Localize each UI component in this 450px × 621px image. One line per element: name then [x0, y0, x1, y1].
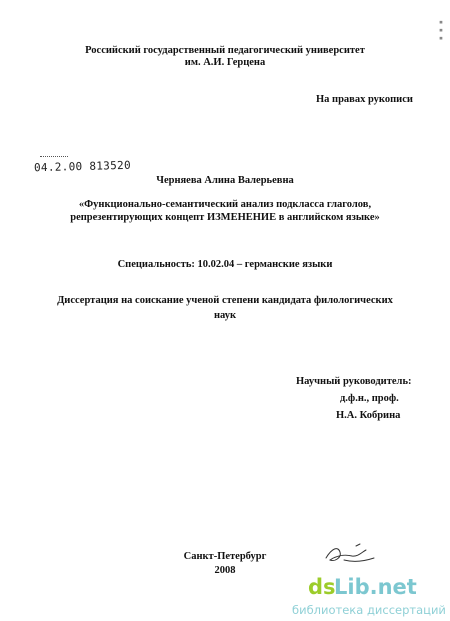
manuscript-rights-label: На правах рукописи	[316, 94, 413, 105]
archive-stamp: 04.2.00 813520	[33, 158, 132, 175]
supervisor-name: Н.А. Кобрина	[336, 410, 401, 421]
year: 2008	[214, 565, 236, 576]
supervisor-label: Научный руководитель:	[296, 376, 412, 387]
university-name-suffix: им. А.И. Герцена	[184, 57, 266, 68]
degree-line1: Диссертация на соискание ученой степени кандидата филологических	[57, 295, 393, 306]
degree-line2: наук	[213, 310, 237, 321]
city: Санкт-Петербург	[183, 551, 267, 562]
specialty-line: Специальность: 10.02.04 – германские языки	[117, 259, 333, 270]
dissertation-title-line2: репрезентирующих концепт ИЗМЕНЕНИЕ в английском языке»	[70, 212, 380, 223]
stamp-mark	[40, 156, 68, 159]
dslib-watermark-logo	[308, 576, 448, 598]
supervisor-degree: д.ф.н., проф.	[340, 393, 399, 404]
svg-text:Lib.net: Lib.net	[334, 576, 417, 598]
dissertation-title-line1: «Функционально-семантический анализ подкласса глаголов,	[78, 199, 372, 210]
svg-text:ds: ds	[308, 576, 336, 598]
author-name: Черняева Алина Валерьевна	[156, 175, 294, 186]
watermark-caption: библиотека диссертаций	[292, 603, 446, 617]
university-name: Российский государственный педагогический университет	[85, 45, 365, 56]
handwritten-signature	[322, 540, 382, 568]
edge-scan-mark: ▪▪▪	[437, 18, 445, 42]
